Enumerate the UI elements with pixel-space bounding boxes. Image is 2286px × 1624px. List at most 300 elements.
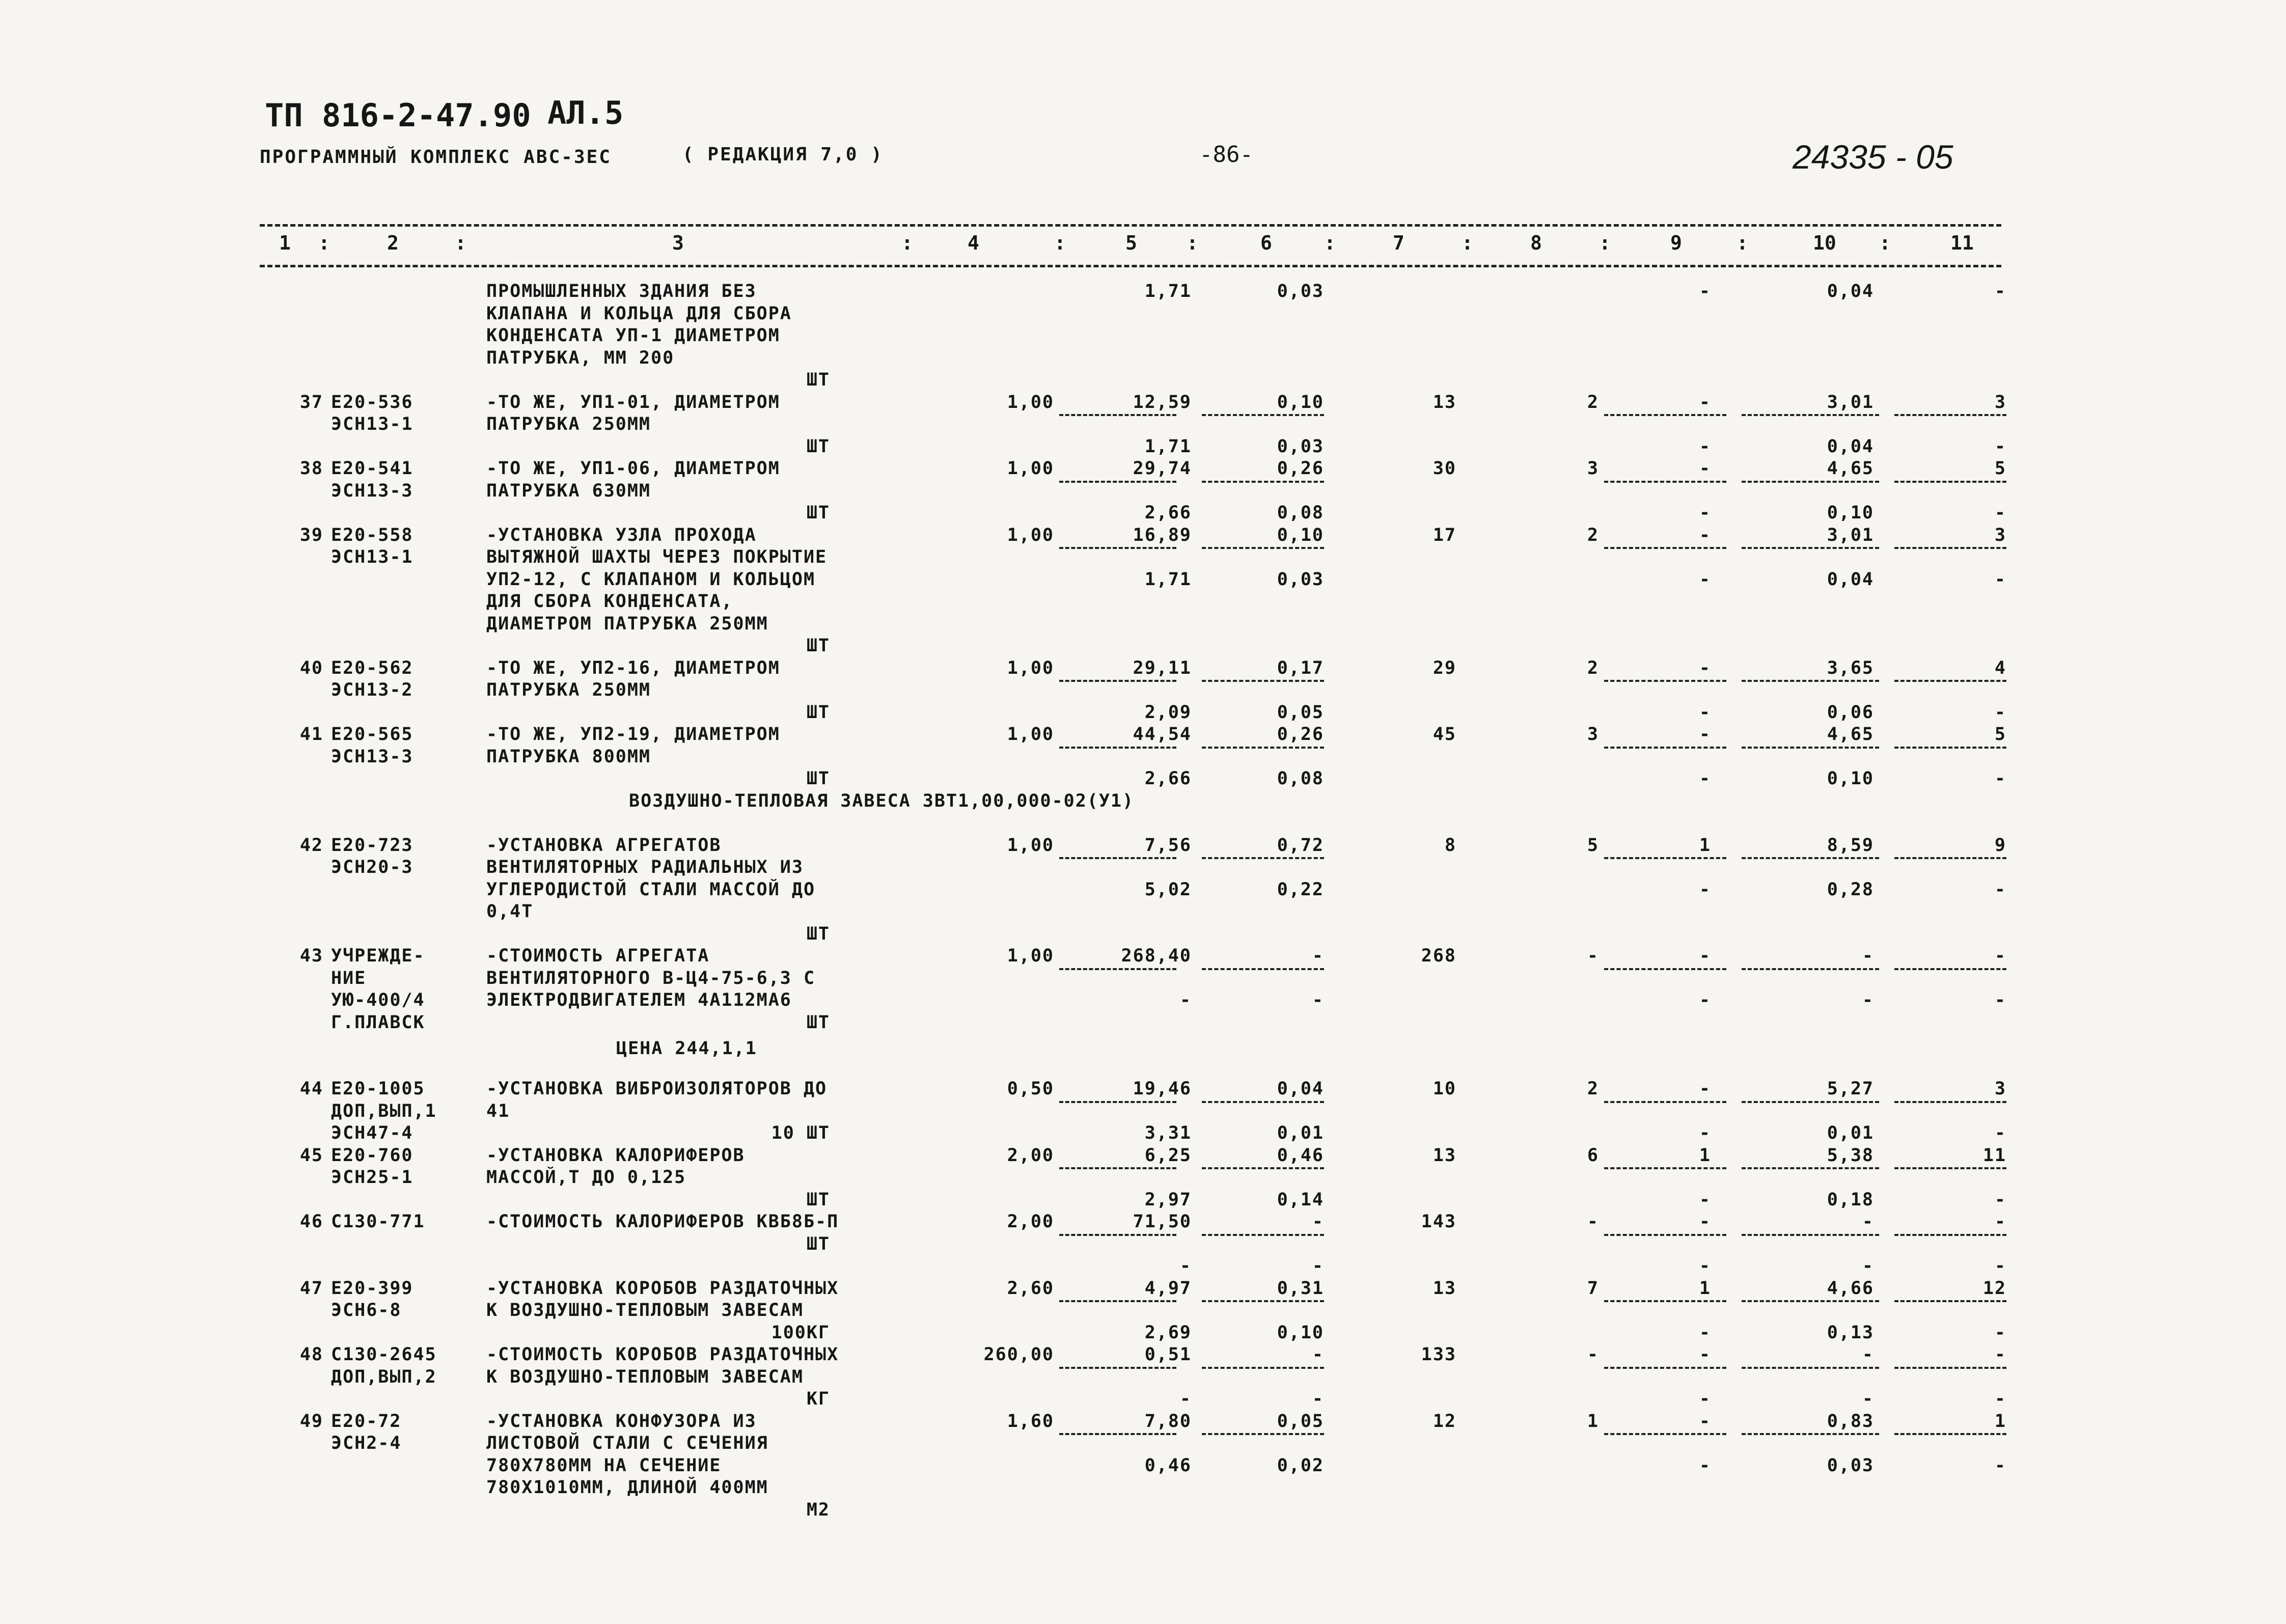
- cell-c9: -: [1699, 657, 1711, 678]
- cell-c4: 1,00: [1007, 392, 1054, 412]
- cell-c11: 4: [1994, 657, 2006, 678]
- cell-c7: 8: [1444, 835, 1456, 856]
- document-code: ТП 816-2-47.90: [265, 97, 531, 134]
- cell-desc: -СТОИМОСТЬ КОРОБОВ РАЗДАТОЧНЫХ: [486, 1344, 839, 1365]
- table-header-rule: [260, 265, 2001, 267]
- cell-desc: -СТОИМОСТЬ КАЛОРИФЕРОВ КВБ8Б-П: [486, 1212, 839, 1232]
- cell-code: Е20-399: [331, 1278, 414, 1299]
- cell-c4: 260,00: [983, 1344, 1054, 1365]
- cell-c11: -: [1994, 768, 2006, 789]
- cell-code: Г.ПЛАВСК: [331, 1012, 425, 1033]
- value-separator: [1202, 680, 1324, 682]
- unit-label: ШТ: [806, 702, 830, 723]
- cell-c10: 4,66: [1827, 1278, 1874, 1299]
- cell-c6: 0,03: [1277, 569, 1324, 590]
- value-separator: [1894, 1101, 2006, 1103]
- cell-c6: 0,46: [1277, 1145, 1324, 1166]
- cell-desc: МАССОЙ,Т ДО 0,125: [486, 1167, 686, 1188]
- cell-c5: 2,66: [1144, 768, 1192, 789]
- column-separator: :: [455, 232, 466, 254]
- cell-desc: ПАТРУБКА 800ММ: [486, 746, 651, 767]
- cell-code: Е20-1005: [331, 1079, 425, 1099]
- cell-c10: 4,65: [1827, 724, 1874, 745]
- cell-code: Е20-536: [331, 392, 414, 412]
- cell-code: ЭСН20-3: [331, 857, 414, 877]
- value-separator: [1742, 1234, 1879, 1236]
- cell-no: 38: [299, 458, 323, 479]
- cell-c9: -: [1699, 990, 1711, 1010]
- cell-c8: -: [1587, 946, 1599, 966]
- cell-code: Е20-72: [331, 1411, 402, 1432]
- cell-c11: -: [1994, 946, 2006, 966]
- cell-desc: ВЫТЯЖНОЙ ШАХТЫ ЧЕРЕЗ ПОКРЫТИЕ: [486, 547, 828, 567]
- cell-c11: -: [1994, 281, 2006, 301]
- cell-c10: 8,59: [1827, 835, 1874, 856]
- cell-code: С130-2645: [331, 1344, 437, 1365]
- cell-c9: -: [1699, 1189, 1711, 1210]
- column-header-10: 10: [1813, 232, 1836, 254]
- cell-c5: 0,51: [1144, 1344, 1192, 1365]
- cell-c11: 5: [1994, 458, 2006, 479]
- cell-c7: 13: [1433, 1278, 1456, 1299]
- cell-desc: ДИАМЕТРОМ ПАТРУБКА 250ММ: [486, 613, 768, 634]
- value-separator: [1059, 1167, 1176, 1169]
- cell-c5: -: [1179, 1256, 1192, 1276]
- cell-c10: 4,65: [1827, 458, 1874, 479]
- cell-c10: -: [1862, 946, 1874, 966]
- column-separator: :: [1599, 232, 1611, 254]
- cell-c4: 0,50: [1007, 1079, 1054, 1099]
- column-header-3: 3: [672, 232, 684, 254]
- value-separator: [1059, 680, 1176, 682]
- cell-desc: ПАТРУБКА 250ММ: [486, 414, 651, 434]
- cell-code: ДОП,ВЫП,1: [331, 1100, 437, 1121]
- value-separator: [1894, 1433, 2006, 1435]
- cell-code: ЭСН13-3: [331, 480, 414, 501]
- value-separator: [1202, 1234, 1324, 1236]
- value-separator: [1604, 547, 1726, 549]
- value-separator: [1742, 1433, 1879, 1435]
- cell-desc: ЭЛЕКТРОДВИГАТЕЛЕМ 4А112МА6: [486, 990, 792, 1010]
- unit-label: ШТ: [806, 1189, 830, 1210]
- cell-c5: 2,66: [1144, 503, 1192, 523]
- value-separator: [1202, 547, 1324, 549]
- cell-desc: -ТО ЖЕ, УП1-06, ДИАМЕТРОМ: [486, 458, 780, 479]
- cell-c8: 2: [1587, 657, 1599, 678]
- unit-label: ШТ: [806, 923, 830, 944]
- cell-code: ЭСН13-1: [331, 414, 414, 434]
- cell-c9: -: [1699, 1079, 1711, 1099]
- value-separator: [1894, 1300, 2006, 1302]
- column-separator: :: [901, 232, 913, 254]
- cell-c9: -: [1699, 569, 1711, 590]
- cell-c9: -: [1699, 1344, 1711, 1365]
- value-separator: [1604, 1300, 1726, 1302]
- cell-c11: 1: [1994, 1411, 2006, 1432]
- cell-c5: 5,02: [1144, 879, 1192, 900]
- cell-c8: -: [1587, 1344, 1599, 1365]
- column-separator: :: [1737, 232, 1748, 254]
- cell-desc: ПАТРУБКА 630ММ: [486, 480, 651, 501]
- cell-c6: 0,08: [1277, 503, 1324, 523]
- value-separator: [1742, 414, 1879, 416]
- cell-c4: 2,00: [1007, 1145, 1054, 1166]
- cell-c5: 12,59: [1133, 392, 1192, 412]
- cell-c6: 0,05: [1277, 702, 1324, 723]
- cell-c7: 17: [1433, 525, 1456, 545]
- cell-c8: 5: [1587, 835, 1599, 856]
- cell-c9: -: [1699, 702, 1711, 723]
- value-separator: [1059, 857, 1176, 859]
- cell-code: ЭСН13-2: [331, 680, 414, 700]
- value-separator: [1202, 747, 1324, 749]
- cell-c11: -: [1994, 1344, 2006, 1365]
- cell-c6: 0,03: [1277, 436, 1324, 457]
- cell-no: 47: [299, 1278, 323, 1299]
- cell-c9: -: [1699, 1411, 1711, 1432]
- cell-c7: 12: [1433, 1411, 1456, 1432]
- value-separator: [1202, 968, 1324, 970]
- cell-desc: -УСТАНОВКА УЗЛА ПРОХОДА: [486, 525, 757, 545]
- cell-no: 44: [299, 1079, 323, 1099]
- cell-c9: 1: [1699, 1145, 1711, 1166]
- value-separator: [1202, 1300, 1324, 1302]
- cell-code: Е20-723: [331, 835, 414, 856]
- cell-c9: -: [1699, 724, 1711, 745]
- cell-c5: 16,89: [1133, 525, 1192, 545]
- cell-no: 42: [299, 835, 323, 856]
- value-separator: [1894, 1367, 2006, 1369]
- cell-c9: -: [1699, 281, 1711, 301]
- cell-c10: 0,83: [1827, 1411, 1874, 1432]
- cell-c5: -: [1179, 1389, 1192, 1409]
- value-separator: [1059, 547, 1176, 549]
- cell-c9: 1: [1699, 1278, 1711, 1299]
- column-separator: :: [1187, 232, 1198, 254]
- value-separator: [1604, 481, 1726, 483]
- cell-c6: 0,72: [1277, 835, 1324, 856]
- column-separator: :: [1324, 232, 1336, 254]
- value-separator: [1202, 414, 1324, 416]
- column-separator: :: [1054, 232, 1066, 254]
- cell-code: Е20-760: [331, 1145, 414, 1166]
- cell-desc: ВЕНТИЛЯТОРНЫХ РАДИАЛЬНЫХ ИЗ: [486, 857, 804, 877]
- value-separator: [1604, 414, 1726, 416]
- cell-code: ЭСН47-4: [331, 1123, 414, 1143]
- cell-c8: -: [1587, 1212, 1599, 1232]
- cell-c10: 0,18: [1827, 1189, 1874, 1210]
- cell-c8: 2: [1587, 525, 1599, 545]
- cell-desc: ПАТРУБКА 250ММ: [486, 680, 651, 700]
- cell-desc: УГЛЕРОДИСТОЙ СТАЛИ МАССОЙ ДО: [486, 879, 816, 900]
- value-separator: [1202, 1367, 1324, 1369]
- cell-c6: -: [1312, 1256, 1324, 1276]
- unit-label: ШТ: [806, 636, 830, 656]
- cell-c5: 7,56: [1144, 835, 1192, 856]
- cell-no: 40: [299, 657, 323, 678]
- cell-c9: -: [1699, 392, 1711, 412]
- cell-c11: -: [1994, 1256, 2006, 1276]
- cell-c4: 1,00: [1007, 835, 1054, 856]
- cell-c6: 0,26: [1277, 724, 1324, 745]
- cell-c5: 2,97: [1144, 1189, 1192, 1210]
- cell-c10: 0,03: [1827, 1455, 1874, 1476]
- value-separator: [1059, 1367, 1176, 1369]
- cell-no: 49: [299, 1411, 323, 1432]
- cell-c10: 0,06: [1827, 702, 1874, 723]
- value-separator: [1604, 1234, 1726, 1236]
- column-header-8: 8: [1530, 232, 1542, 254]
- value-separator: [1604, 1167, 1726, 1169]
- edition-label: ( РЕДАКЦИЯ 7,0 ): [682, 144, 884, 165]
- value-separator: [1059, 414, 1176, 416]
- cell-c11: 12: [1982, 1278, 2006, 1299]
- cell-c10: 3,01: [1827, 392, 1874, 412]
- cell-desc: -УСТАНОВКА ВИБРОИЗОЛЯТОРОВ ДО: [486, 1079, 828, 1099]
- cell-c7: 45: [1433, 724, 1456, 745]
- value-separator: [1059, 747, 1176, 749]
- cell-desc: 0,4Т: [486, 901, 534, 922]
- cell-c9: -: [1699, 1389, 1711, 1409]
- cell-code: Е20-558: [331, 525, 414, 545]
- cell-c7: 13: [1433, 392, 1456, 412]
- cell-c6: -: [1312, 990, 1324, 1010]
- cell-c5: -: [1179, 990, 1192, 1010]
- value-separator: [1059, 968, 1176, 970]
- unit-label: ШТ: [806, 436, 830, 457]
- cell-c6: 0,10: [1277, 1322, 1324, 1343]
- cell-no: 37: [299, 392, 323, 412]
- cell-c10: -: [1862, 1389, 1874, 1409]
- cell-c6: 0,26: [1277, 458, 1324, 479]
- cell-c6: 0,01: [1277, 1123, 1324, 1143]
- cell-c11: -: [1994, 569, 2006, 590]
- cell-code: ЭСН13-3: [331, 746, 414, 767]
- value-separator: [1059, 1300, 1176, 1302]
- cell-code: УЮ-400/4: [331, 990, 425, 1010]
- column-separator: :: [318, 232, 330, 254]
- table-top-rule: [260, 224, 2001, 227]
- value-separator: [1742, 1300, 1879, 1302]
- cell-c10: -: [1862, 1344, 1874, 1365]
- cell-c10: 0,04: [1827, 569, 1874, 590]
- value-separator: [1894, 857, 2006, 859]
- cell-c4: 1,00: [1007, 657, 1054, 678]
- value-separator: [1742, 680, 1879, 682]
- cell-c4: 1,60: [1007, 1411, 1054, 1432]
- cell-c11: 9: [1994, 835, 2006, 856]
- cell-c11: -: [1994, 702, 2006, 723]
- cell-desc: -УСТАНОВКА КОНФУЗОРА ИЗ: [486, 1411, 757, 1432]
- cell-c9: 1: [1699, 835, 1711, 856]
- cell-no: 46: [299, 1212, 323, 1232]
- cell-c8: 2: [1587, 1079, 1599, 1099]
- page-number: -86-: [1199, 142, 1253, 168]
- cell-c5: 2,69: [1144, 1322, 1192, 1343]
- cell-c8: 2: [1587, 392, 1599, 412]
- cell-c8: 1: [1587, 1411, 1599, 1432]
- column-header-1: 1: [279, 232, 291, 254]
- cell-c8: 3: [1587, 724, 1599, 745]
- cell-code: УЧРЕЖДЕ-: [331, 946, 425, 966]
- cell-c10: 0,10: [1827, 768, 1874, 789]
- cell-c10: 5,38: [1827, 1145, 1874, 1166]
- unit-label: ШТ: [806, 1233, 830, 1254]
- cell-c6: -: [1312, 1212, 1324, 1232]
- value-separator: [1742, 857, 1879, 859]
- cell-c5: 6,25: [1144, 1145, 1192, 1166]
- cell-c11: 3: [1994, 525, 2006, 545]
- cell-code: ЭСН2-4: [331, 1433, 402, 1453]
- cell-desc: К ВОЗДУШНО-ТЕПЛОВЫМ ЗАВЕСАМ: [486, 1300, 804, 1320]
- value-separator: [1604, 1101, 1726, 1103]
- cell-no: 41: [299, 724, 323, 745]
- value-separator: [1894, 968, 2006, 970]
- cell-c11: 11: [1982, 1145, 2006, 1166]
- cell-c11: 5: [1994, 724, 2006, 745]
- value-separator: [1604, 680, 1726, 682]
- cell-desc: ПАТРУБКА, ММ 200: [486, 347, 675, 368]
- cell-c10: 0,10: [1827, 503, 1874, 523]
- cell-code: НИЕ: [331, 968, 367, 988]
- cell-c9: -: [1699, 768, 1711, 789]
- cell-c10: 0,04: [1827, 436, 1874, 457]
- cell-c6: 0,04: [1277, 1079, 1324, 1099]
- unit-label: КГ: [806, 1389, 830, 1409]
- cell-c7: 268: [1421, 946, 1456, 966]
- cell-c11: 3: [1994, 392, 2006, 412]
- value-separator: [1742, 968, 1879, 970]
- cell-c10: -: [1862, 1212, 1874, 1232]
- album-number: АЛ.5: [547, 94, 624, 131]
- cell-c11: -: [1994, 1322, 2006, 1343]
- value-separator: [1742, 547, 1879, 549]
- cell-c6: 0,05: [1277, 1411, 1324, 1432]
- column-separator: :: [1879, 232, 1891, 254]
- cell-c11: -: [1994, 503, 2006, 523]
- value-separator: [1059, 1433, 1176, 1435]
- cell-c9: -: [1699, 1256, 1711, 1276]
- cell-c11: 3: [1994, 1079, 2006, 1099]
- column-header-9: 9: [1670, 232, 1682, 254]
- cell-c6: 0,10: [1277, 525, 1324, 545]
- cell-c6: 0,22: [1277, 879, 1324, 900]
- cell-c11: -: [1994, 879, 2006, 900]
- cell-c6: -: [1312, 1344, 1324, 1365]
- column-header-2: 2: [387, 232, 399, 254]
- cell-c6: 0,17: [1277, 657, 1324, 678]
- cell-c5: 71,50: [1133, 1212, 1192, 1232]
- cell-c9: -: [1699, 1123, 1711, 1143]
- cell-desc: -ТО ЖЕ, УП1-01, ДИАМЕТРОМ: [486, 392, 780, 412]
- value-separator: [1202, 1433, 1324, 1435]
- cell-c4: 1,00: [1007, 458, 1054, 479]
- cell-c9: -: [1699, 458, 1711, 479]
- cell-code: С130-771: [331, 1212, 425, 1232]
- value-separator: [1059, 1101, 1176, 1103]
- price-note: ЦЕНА 244,1,1: [616, 1038, 757, 1059]
- cell-c7: 30: [1433, 458, 1456, 479]
- cell-c10: 0,28: [1827, 879, 1874, 900]
- cell-code: ДОП,ВЫП,2: [331, 1366, 437, 1387]
- cell-desc: -СТОИМОСТЬ АГРЕГАТА: [486, 946, 710, 966]
- value-separator: [1604, 968, 1726, 970]
- cell-c5: 1,71: [1144, 281, 1192, 301]
- cell-c9: -: [1699, 503, 1711, 523]
- cell-c7: 13: [1433, 1145, 1456, 1166]
- value-separator: [1202, 1101, 1324, 1103]
- cell-c10: 0,13: [1827, 1322, 1874, 1343]
- value-separator: [1894, 414, 2006, 416]
- value-separator: [1894, 547, 2006, 549]
- cell-desc: К ВОЗДУШНО-ТЕПЛОВЫМ ЗАВЕСАМ: [486, 1366, 804, 1387]
- value-separator: [1604, 747, 1726, 749]
- value-separator: [1202, 481, 1324, 483]
- cell-c5: 1,71: [1144, 436, 1192, 457]
- cell-c4: 1,00: [1007, 946, 1054, 966]
- cell-desc: -УСТАНОВКА АГРЕГАТОВ: [486, 835, 722, 856]
- cell-c8: 3: [1587, 458, 1599, 479]
- cell-c6: 0,08: [1277, 768, 1324, 789]
- unit-label: ШТ: [806, 768, 830, 789]
- cell-c6: -: [1312, 1389, 1324, 1409]
- cell-c5: 19,46: [1133, 1079, 1192, 1099]
- cell-c9: -: [1699, 525, 1711, 545]
- unit-label: М2: [806, 1499, 830, 1520]
- cell-c5: 1,71: [1144, 569, 1192, 590]
- cell-code: Е20-562: [331, 657, 414, 678]
- cell-c11: -: [1994, 1389, 2006, 1409]
- column-header-4: 4: [968, 232, 979, 254]
- cell-c5: 44,54: [1133, 724, 1192, 745]
- cell-c10: -: [1862, 990, 1874, 1010]
- unit-label: ШТ: [806, 370, 830, 390]
- cell-desc: -ТО ЖЕ, УП2-19, ДИАМЕТРОМ: [486, 724, 780, 745]
- cell-c5: 29,11: [1133, 657, 1192, 678]
- cell-c6: 0,03: [1277, 281, 1324, 301]
- cell-c11: -: [1994, 436, 2006, 457]
- cell-c9: -: [1699, 1455, 1711, 1476]
- cell-c10: 3,01: [1827, 525, 1874, 545]
- cell-c7: 143: [1421, 1212, 1456, 1232]
- cell-code: ЭСН25-1: [331, 1167, 414, 1188]
- section-title: ВОЗДУШНО-ТЕПЛОВАЯ ЗАВЕСА ЗВТ1,00,000-02(У1): [629, 790, 1135, 811]
- inventory-number: 24335 - 05: [1793, 138, 1953, 176]
- value-separator: [1894, 1234, 2006, 1236]
- cell-desc: -ТО ЖЕ, УП2-16, ДИАМЕТРОМ: [486, 657, 780, 678]
- cell-c6: 0,14: [1277, 1189, 1324, 1210]
- cell-desc: ПРОМЫШЛЕННЫХ ЗДАНИЯ БЕЗ: [486, 281, 757, 301]
- cell-no: 48: [299, 1344, 323, 1365]
- cell-desc: КЛАПАНА И КОЛЬЦА ДЛЯ СБОРА: [486, 303, 792, 324]
- cell-desc: -УСТАНОВКА КОРОБОВ РАЗДАТОЧНЫХ: [486, 1278, 839, 1299]
- column-header-7: 7: [1393, 232, 1404, 254]
- cell-c11: -: [1994, 1455, 2006, 1476]
- program-name: ПРОГРАММНЫЙ КОМПЛЕКС АВС-3ЕС: [260, 147, 612, 168]
- cell-c10: 5,27: [1827, 1079, 1874, 1099]
- cell-c9: -: [1699, 1322, 1711, 1343]
- cell-c9: -: [1699, 879, 1711, 900]
- cell-c11: -: [1994, 990, 2006, 1010]
- cell-c8: 7: [1587, 1278, 1599, 1299]
- cell-c9: -: [1699, 436, 1711, 457]
- cell-c11: -: [1994, 1189, 2006, 1210]
- cell-desc: ВЕНТИЛЯТОРНОГО В-Ц4-75-6,3 С: [486, 968, 816, 988]
- cell-c5: 4,97: [1144, 1278, 1192, 1299]
- unit-label: 10 ШТ: [771, 1123, 830, 1143]
- cell-no: 39: [299, 525, 323, 545]
- cell-c5: 2,09: [1144, 702, 1192, 723]
